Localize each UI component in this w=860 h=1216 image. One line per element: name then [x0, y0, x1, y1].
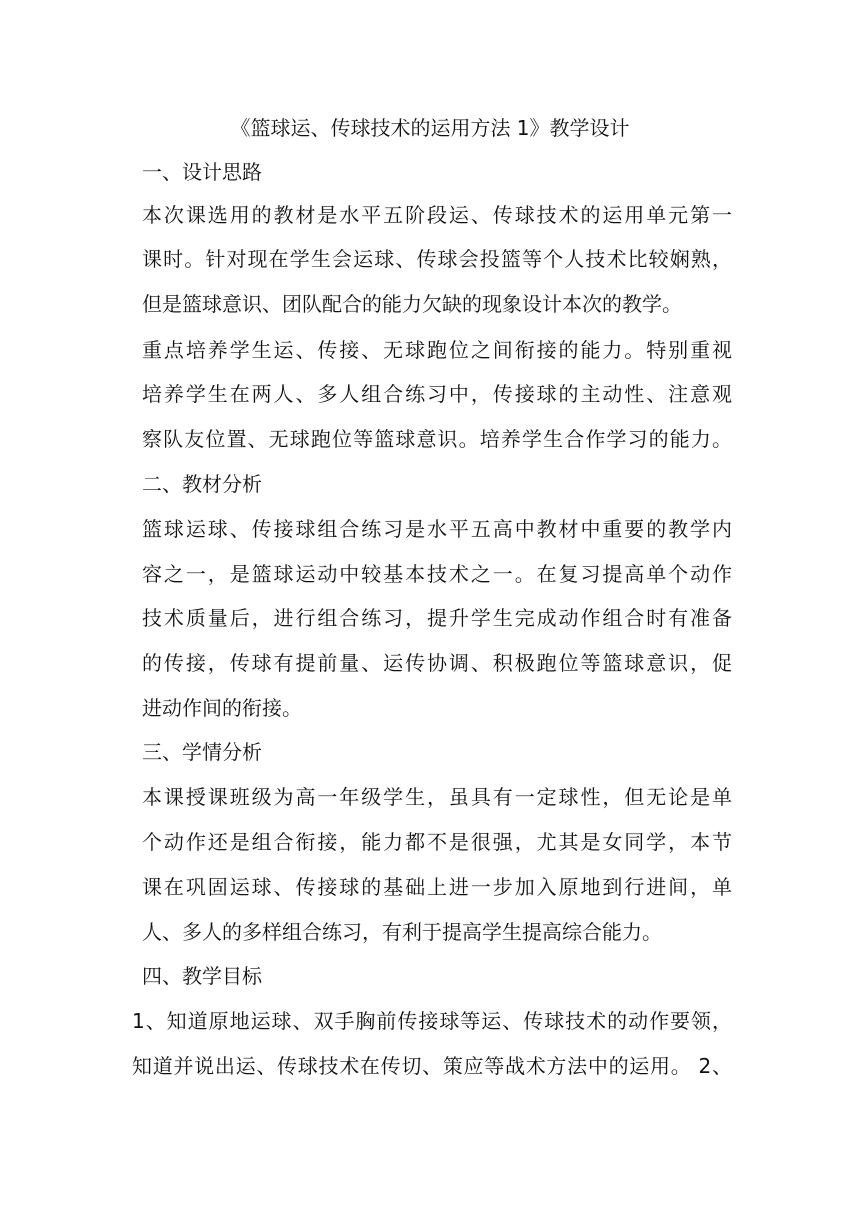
paragraph-line: 但是篮球意识、团队配合的能力欠缺的现象设计本次的教学。	[142, 292, 682, 316]
section-heading: 四、教学目标	[142, 964, 262, 988]
document-title: 《篮球运、传球技术的运用方法 1》教学设计	[230, 116, 630, 140]
section-heading: 一、设计思路	[142, 160, 262, 184]
paragraph-line: 本课授课班级为高一年级学生，虽具有一定球性，但无论是单	[142, 785, 732, 809]
paragraph-line: 个动作还是组合衔接，能力都不是很强，尤其是女同学，本节	[142, 830, 732, 854]
section-heading: 二、教材分析	[142, 472, 262, 496]
paragraph-line: 课在巩固运球、传接球的基础上进一步加入原地到行进间，单	[142, 875, 732, 899]
paragraph-line: 的传接，传球有提前量、运传协调、积极跑位等篮球意识，促	[142, 651, 732, 675]
paragraph-line: 课时。针对现在学生会运球、传球会投篮等个人技术比较娴熟，	[142, 247, 732, 271]
paragraph-line: 篮球运球、传接球组合练习是水平五高中教材中重要的教学内	[142, 517, 732, 541]
paragraph-line: 重点培养学生运、传接、无球跑位之间衔接的能力。特别重视	[142, 338, 732, 362]
paragraph-line: 察队友位置、无球跑位等篮球意识。培养学生合作学习的能力。	[142, 427, 732, 451]
paragraph-line: 本次课选用的教材是水平五阶段运、传球技术的运用单元第一	[142, 203, 732, 227]
paragraph-line: 技术质量后，进行组合练习，提升学生完成动作组合时有准备	[142, 606, 732, 630]
paragraph-line: 培养学生在两人、多人组合练习中，传接球的主动性、注意观	[142, 382, 732, 406]
paragraph-line: 人、多人的多样组合练习，有利于提高学生提高综合能力。	[142, 920, 662, 944]
paragraph-line: 进动作间的衔接。	[142, 696, 302, 720]
section-heading: 三、学情分析	[142, 740, 262, 764]
paragraph-line: 知道并说出运、传球技术在传切、策应等战术方法中的运用。 2、	[132, 1054, 732, 1078]
paragraph-line: 容之一，是篮球运动中较基本技术之一。在复习提高单个动作	[142, 562, 732, 586]
paragraph-line: 1、知道原地运球、双手胸前传接球等运、传球技术的动作要领，	[132, 1009, 732, 1033]
